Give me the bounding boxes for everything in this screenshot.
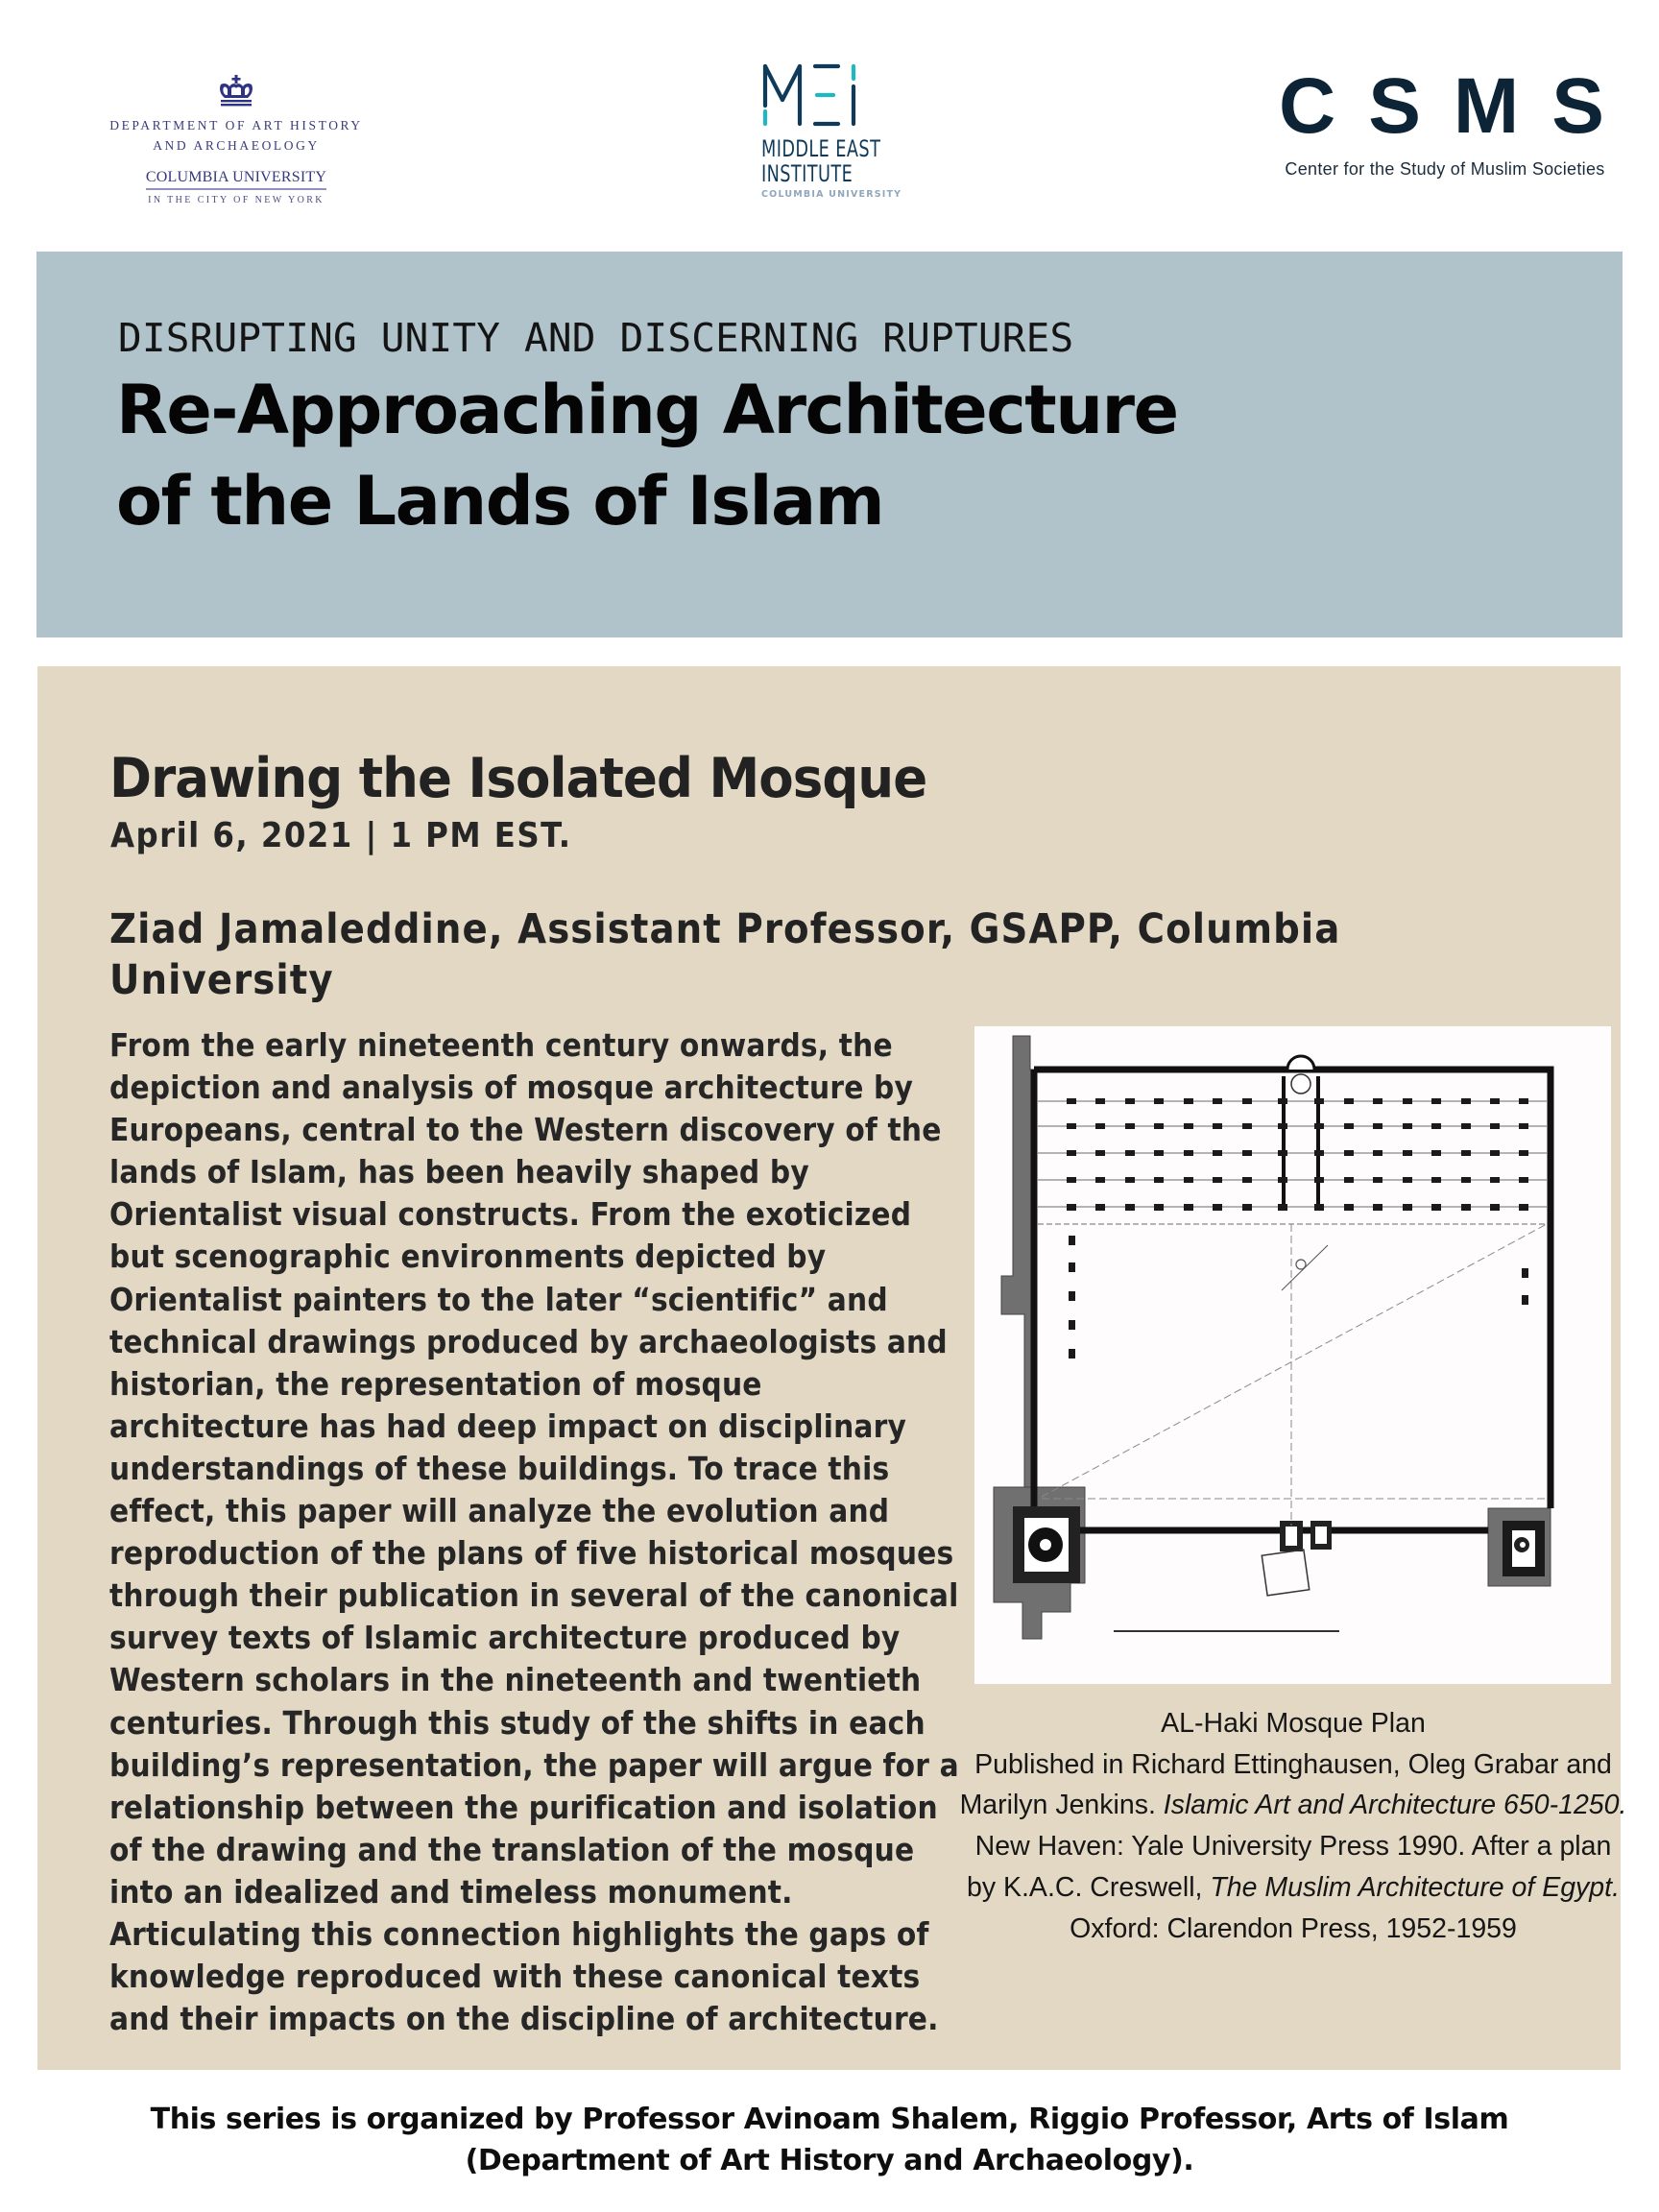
mosque-plan-image xyxy=(974,1026,1611,1684)
csms-logo xyxy=(1258,62,1637,180)
university-name: COLUMBIA UNIVERSITY xyxy=(146,169,326,190)
series-title-line2: of the Lands of Islam xyxy=(116,462,884,541)
series-banner xyxy=(36,252,1623,637)
series-title xyxy=(116,365,1178,547)
mei-subtitle: COLUMBIA UNIVERSITY xyxy=(761,189,902,200)
event-abstract: From the early nineteenth century onwards, the depiction and analysis of mosque architecture by Europeans, central to the Western discovery of the lands of Islam, has been heavily shaped by Orientalist visual constructs. From the exoticized but scenographic environments depicted by Orientalist painters to the later “scientific” and technical drawings produced by archaeologists and historian, the representation of mosque architecture has had deep impact on disciplinary understandings of these buildings. To trace this effect, this paper will analyze the evolution and reproduction of the plans of five historical mosques through their publication in several of the canonical survey texts of Islamic architecture produced by Western scholars in the nineteenth and twentieth centuries. Through this study of the shifts in each building’s representation, the paper will argue for a relationship between the purification and isolation of the drawing and the translation of the mosque into an idealized and timeless monument. Articulating this connection highlights the gaps of knowledge reproduced with these canonical texts and their impacts on the discipline of architecture. xyxy=(109,1026,959,2038)
series-title-line1: Re-Approaching Architecture xyxy=(116,371,1178,449)
caption-book-title-1: Islamic Art and Architecture 650-1250. xyxy=(1163,1790,1627,1821)
caption-book-title-2: The Muslim Architecture of Egypt. xyxy=(1210,1871,1620,1903)
figure-caption xyxy=(959,1703,1627,1949)
caption-text-3: Oxford: Clarendon Press, 1952-1959 xyxy=(1070,1912,1517,1944)
crown-icon xyxy=(217,75,255,108)
columbia-art-history-logo xyxy=(92,75,380,205)
mei-name-line1: MIDDLE EAST xyxy=(761,135,881,162)
csms-full-name: Center for the Study of Muslim Societies xyxy=(1285,159,1605,179)
caption-citation xyxy=(959,1744,1627,1950)
department-name-line2: AND ARCHAEOLOGY xyxy=(153,138,320,153)
caption-text-2: New Haven: Yale University Press 1990. After a plan by K.A.C. Creswell, xyxy=(966,1831,1612,1903)
event-date: April 6, 2021 | 1 PM EST. xyxy=(110,816,572,855)
caption-text-1: Published in Richard Ettinghausen, Oleg Grabar and Marilyn Jenkins. xyxy=(959,1748,1612,1821)
organizer-footer: This series is organized by Professor Avinoam Shalem, Riggio Professor, Arts of Islam (Department of Art History and Archaeology). xyxy=(150,2103,1509,2177)
event-title: Drawing the Isolated Mosque xyxy=(109,747,927,810)
event-panel xyxy=(37,666,1627,2070)
series-subtitle: DISRUPTING UNITY AND DISCERNING RUPTURES xyxy=(118,315,1074,361)
middle-east-institute-logo xyxy=(761,63,902,200)
mosque-floor-plan-drawing xyxy=(974,1026,1611,1684)
mei-mark-icon xyxy=(761,63,877,127)
university-city: IN THE CITY OF NEW YORK xyxy=(148,195,325,205)
csms-mark: CSMS xyxy=(1279,62,1637,150)
department-name-line1: DEPARTMENT OF ART HISTORY xyxy=(109,118,363,132)
mei-name-line2: INSTITUTE xyxy=(761,160,854,187)
caption-title: AL-Haki Mosque Plan xyxy=(1161,1708,1426,1739)
speaker-line: Ziad Jamaleddine, Assistant Professor, GSAPP, Columbia University xyxy=(109,905,1341,1004)
